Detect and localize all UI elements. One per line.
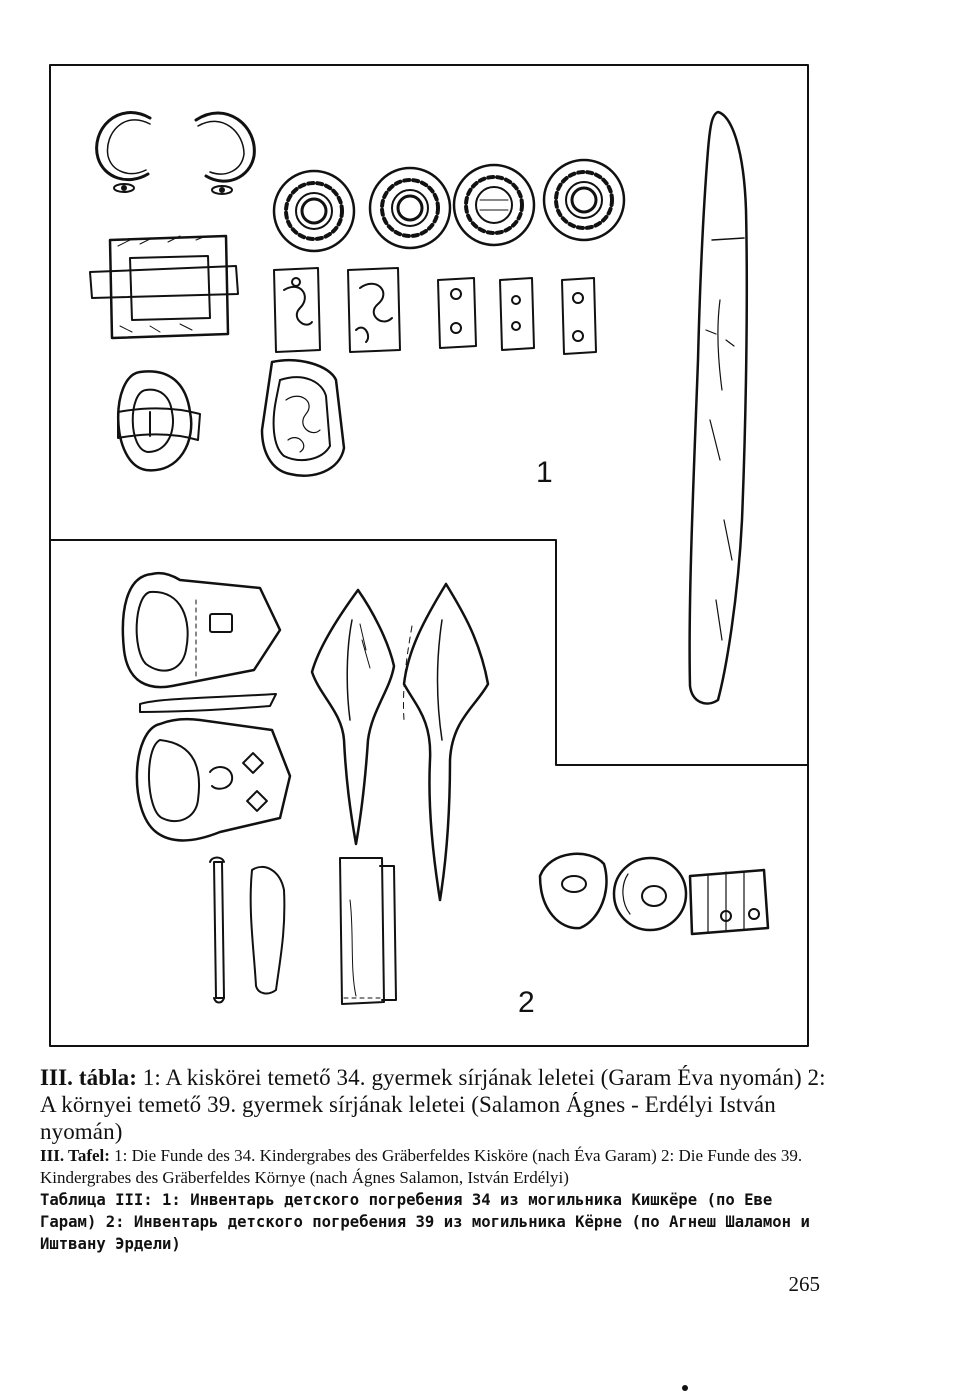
plate-buckle-lower [137,719,290,840]
strap-mount-3 [438,278,476,348]
arrowhead-1 [312,590,394,844]
arrowhead-2 [403,584,488,900]
rosette-stud-3 [454,165,534,245]
bead-2 [614,858,686,930]
caption-hungarian-text: 1: A kiskörei temető 34. gyermek sírjának leletei (Garam Éva nyomán) 2: A környei temető 39. gyermek sírjának leletei (Salamon Ágnes - Erdélyi István nyomán) [40,1065,826,1144]
iron-fragment [251,867,285,994]
earring-right [196,113,254,194]
earring-left [97,113,150,192]
bead-1 [540,854,607,928]
figure-1-label: 1 [536,456,553,489]
strap-end-thin [210,858,224,1003]
plate-frame [50,65,808,1046]
plate-buckle-upper [123,573,280,687]
rosette-stud-4 [544,160,624,240]
strap-end-pair [340,858,396,1004]
oval-buckle [118,371,200,470]
caption-german-text: 1: Die Funde des 34. Kindergrabes des Gräberfeldes Kisköre (nach Éva Garam) 2: Die Funde des 39. Kindergrabes des Gräberfeldes Környe (nach Ágnes Salamon, István Erdélyi) [40,1146,803,1187]
caption-hungarian-lead: III. tábla: [40,1065,137,1090]
strap-mount-5 [562,278,596,354]
rosette-stud-1 [274,171,354,251]
plate-caption [40,1064,830,1255]
bead-3 [690,870,768,934]
buckle-tongue [140,694,276,712]
rectangular-buckle [90,236,238,338]
print-mark [682,1385,688,1391]
rosette-stud-2 [370,168,450,248]
knife-blade [690,112,747,704]
caption-german [40,1145,830,1189]
strap-mount-4 [500,278,534,350]
caption-hungarian [40,1064,830,1145]
strap-mount-2 [348,268,400,352]
caption-german-lead: III. Tafel: [40,1146,110,1165]
figure-2-label: 2 [518,986,535,1019]
strap-mount-1 [274,268,320,352]
caption-russian: Таблица III: 1: Инвентарь детского погребения 34 из могильника Кишкёре (по Еве Гарам) 2: Инвентарь детского погребения 39 из могильника Кёрне (по Агнеш Шаламон и Иштвану Эрдели) [40,1191,810,1253]
page-number: 265 [788,1272,820,1296]
belt-plate [262,360,344,475]
